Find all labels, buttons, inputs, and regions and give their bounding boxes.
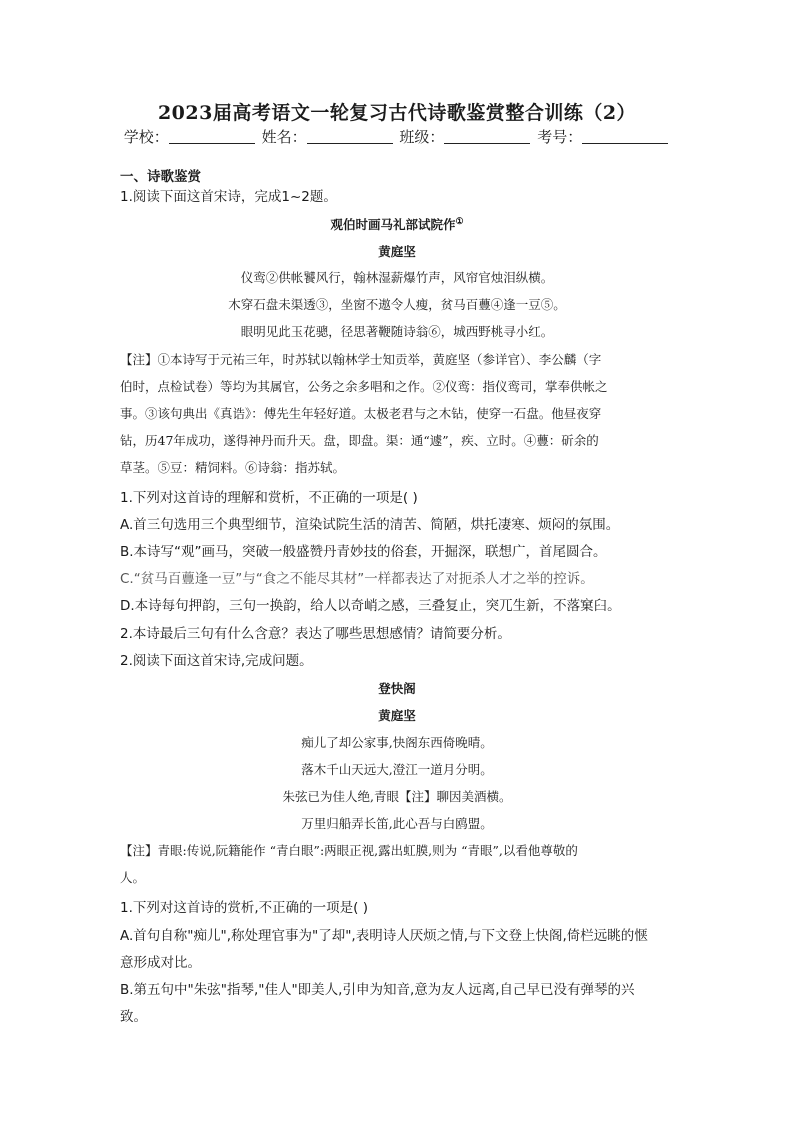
note2-line: 人。 (120, 870, 146, 885)
page-title: 2023届高考语文一轮复习古代诗歌鉴赏整合训练（2） (157, 102, 637, 124)
poem1-line: 仪鸾②供帐饕风行，翰林湿薪爆竹声，风帘官烛泪纵横。 (240, 270, 554, 285)
question3-option-a-cont: 意形成对比。 (120, 955, 201, 971)
exam-number-blank[interactable] (582, 129, 668, 144)
poem2-line: 落木千山天远大,澄江一道月分明。 (301, 762, 493, 777)
school-label: 学校： (123, 128, 169, 146)
name-label: 姓名： (261, 128, 307, 146)
question1-option-d: D.本诗每句押韵，三句一换韵，给人以奇峭之感，三叠复止，突兀生新，不落窠臼。 (120, 598, 621, 614)
question1-option-b: B.本诗写“观”画马，突破一般盛赞丹青妙技的俗套，开掘深，联想广，首尾圆合。 (120, 544, 607, 560)
question3-option-b: B.第五句中"朱弦"指琴,"佳人"即美人,引申为知音,意为友人远离,自己早已没有弹琴的兴 (120, 982, 635, 998)
poem2-line: 痴儿了却公家事,快阁东西倚晚晴。 (301, 735, 493, 750)
question3-stem: 1.下列对这首诗的赏析,不正确的一项是( ) (120, 900, 368, 916)
note1-line: 伯时，点检试卷）等均为其属官，公务之余多唱和之作。②仪鸾：指仪鸾司，掌奉供帐之 (120, 379, 608, 394)
poem2-line: 万里归船弄长笛,此心吾与白鸥盟。 (301, 816, 493, 831)
question1-option-c: C.“贫马百蘴逢一豆”与“食之不能尽其材”一样都表达了对扼杀人才之举的控诉。 (120, 571, 594, 587)
poem1-title-note: ① (455, 216, 464, 227)
question2-stem: 2.本诗最后三句有什么含意？表达了哪些思想感情？请简要分析。 (120, 626, 511, 642)
poem1-title (0, 215, 794, 233)
question1-stem: 1.下列对这首诗的理解和赏析，不正确的一项是( ) (120, 490, 418, 506)
section-heading: 一、诗歌鉴赏 (120, 169, 201, 185)
note1-line: 事。③该句典出《真诰》：傅先生年轻好道。太极老君与之木钻，使穿一石盘。他昼夜穿 (120, 406, 602, 421)
note2-line: 【注】青眼:传说,阮籍能作 “青白眼”:两眼正视,露出虹膜,则为 “青眼”,以看他尊敬的 (120, 843, 578, 858)
question3-option-b-cont: 致。 (120, 1009, 147, 1025)
poem2-author: 黄庭坚 (378, 708, 416, 723)
name-blank[interactable] (307, 129, 393, 144)
poem1-line: 眼明见此玉花骢，径思著鞭随诗翁⑥，城西野桃寻小红。 (240, 324, 554, 339)
question1-intro: 1.阅读下面这首宋诗，完成1~2题。 (120, 189, 337, 205)
class-label: 班级： (399, 128, 445, 146)
poem2-line: 朱弦已为佳人绝,青眼【注】聊因美酒横。 (282, 789, 512, 804)
poem1-author: 黄庭坚 (378, 244, 416, 259)
student-info-line (0, 126, 794, 147)
class-blank[interactable] (444, 129, 530, 144)
question2-intro: 2.阅读下面这首宋诗,完成问题。 (120, 653, 313, 669)
poem1-line: 木穿石盘未渠透③，坐窗不遨令人瘦，贫马百蘴④逢一豆⑤。 (228, 297, 566, 312)
poem1-title-text: 观伯时画马礼部试院作 (330, 217, 456, 232)
note1-line: 钻，历47年成功，遂得神丹而升天。盘，即盘。渠：通“遽”，疾、立时。④蘴：斫余的 (120, 433, 599, 448)
poem2-title: 登快阁 (378, 681, 416, 696)
question3-option-a: A.首句自称"痴儿",称处理官事为"了却",表明诗人厌烦之情,与下文登上快阁,倚栏远眺的惬 (120, 928, 648, 944)
school-blank[interactable] (169, 129, 255, 144)
note1-line: 【注】①本诗写于元祐三年，时苏轼以翰林学士知贡举，黄庭坚（参详官）、李公麟（字 (120, 352, 602, 367)
note1-line: 草茎。⑤豆：精饲料。⑥诗翁：指苏轼。 (120, 460, 346, 475)
exam-number-label: 考号： (537, 128, 583, 146)
question1-option-a: A.首三句选用三个典型细节，渲染试院生活的清苦、简陋，烘托凄寒、烦闷的氛围。 (120, 517, 620, 533)
